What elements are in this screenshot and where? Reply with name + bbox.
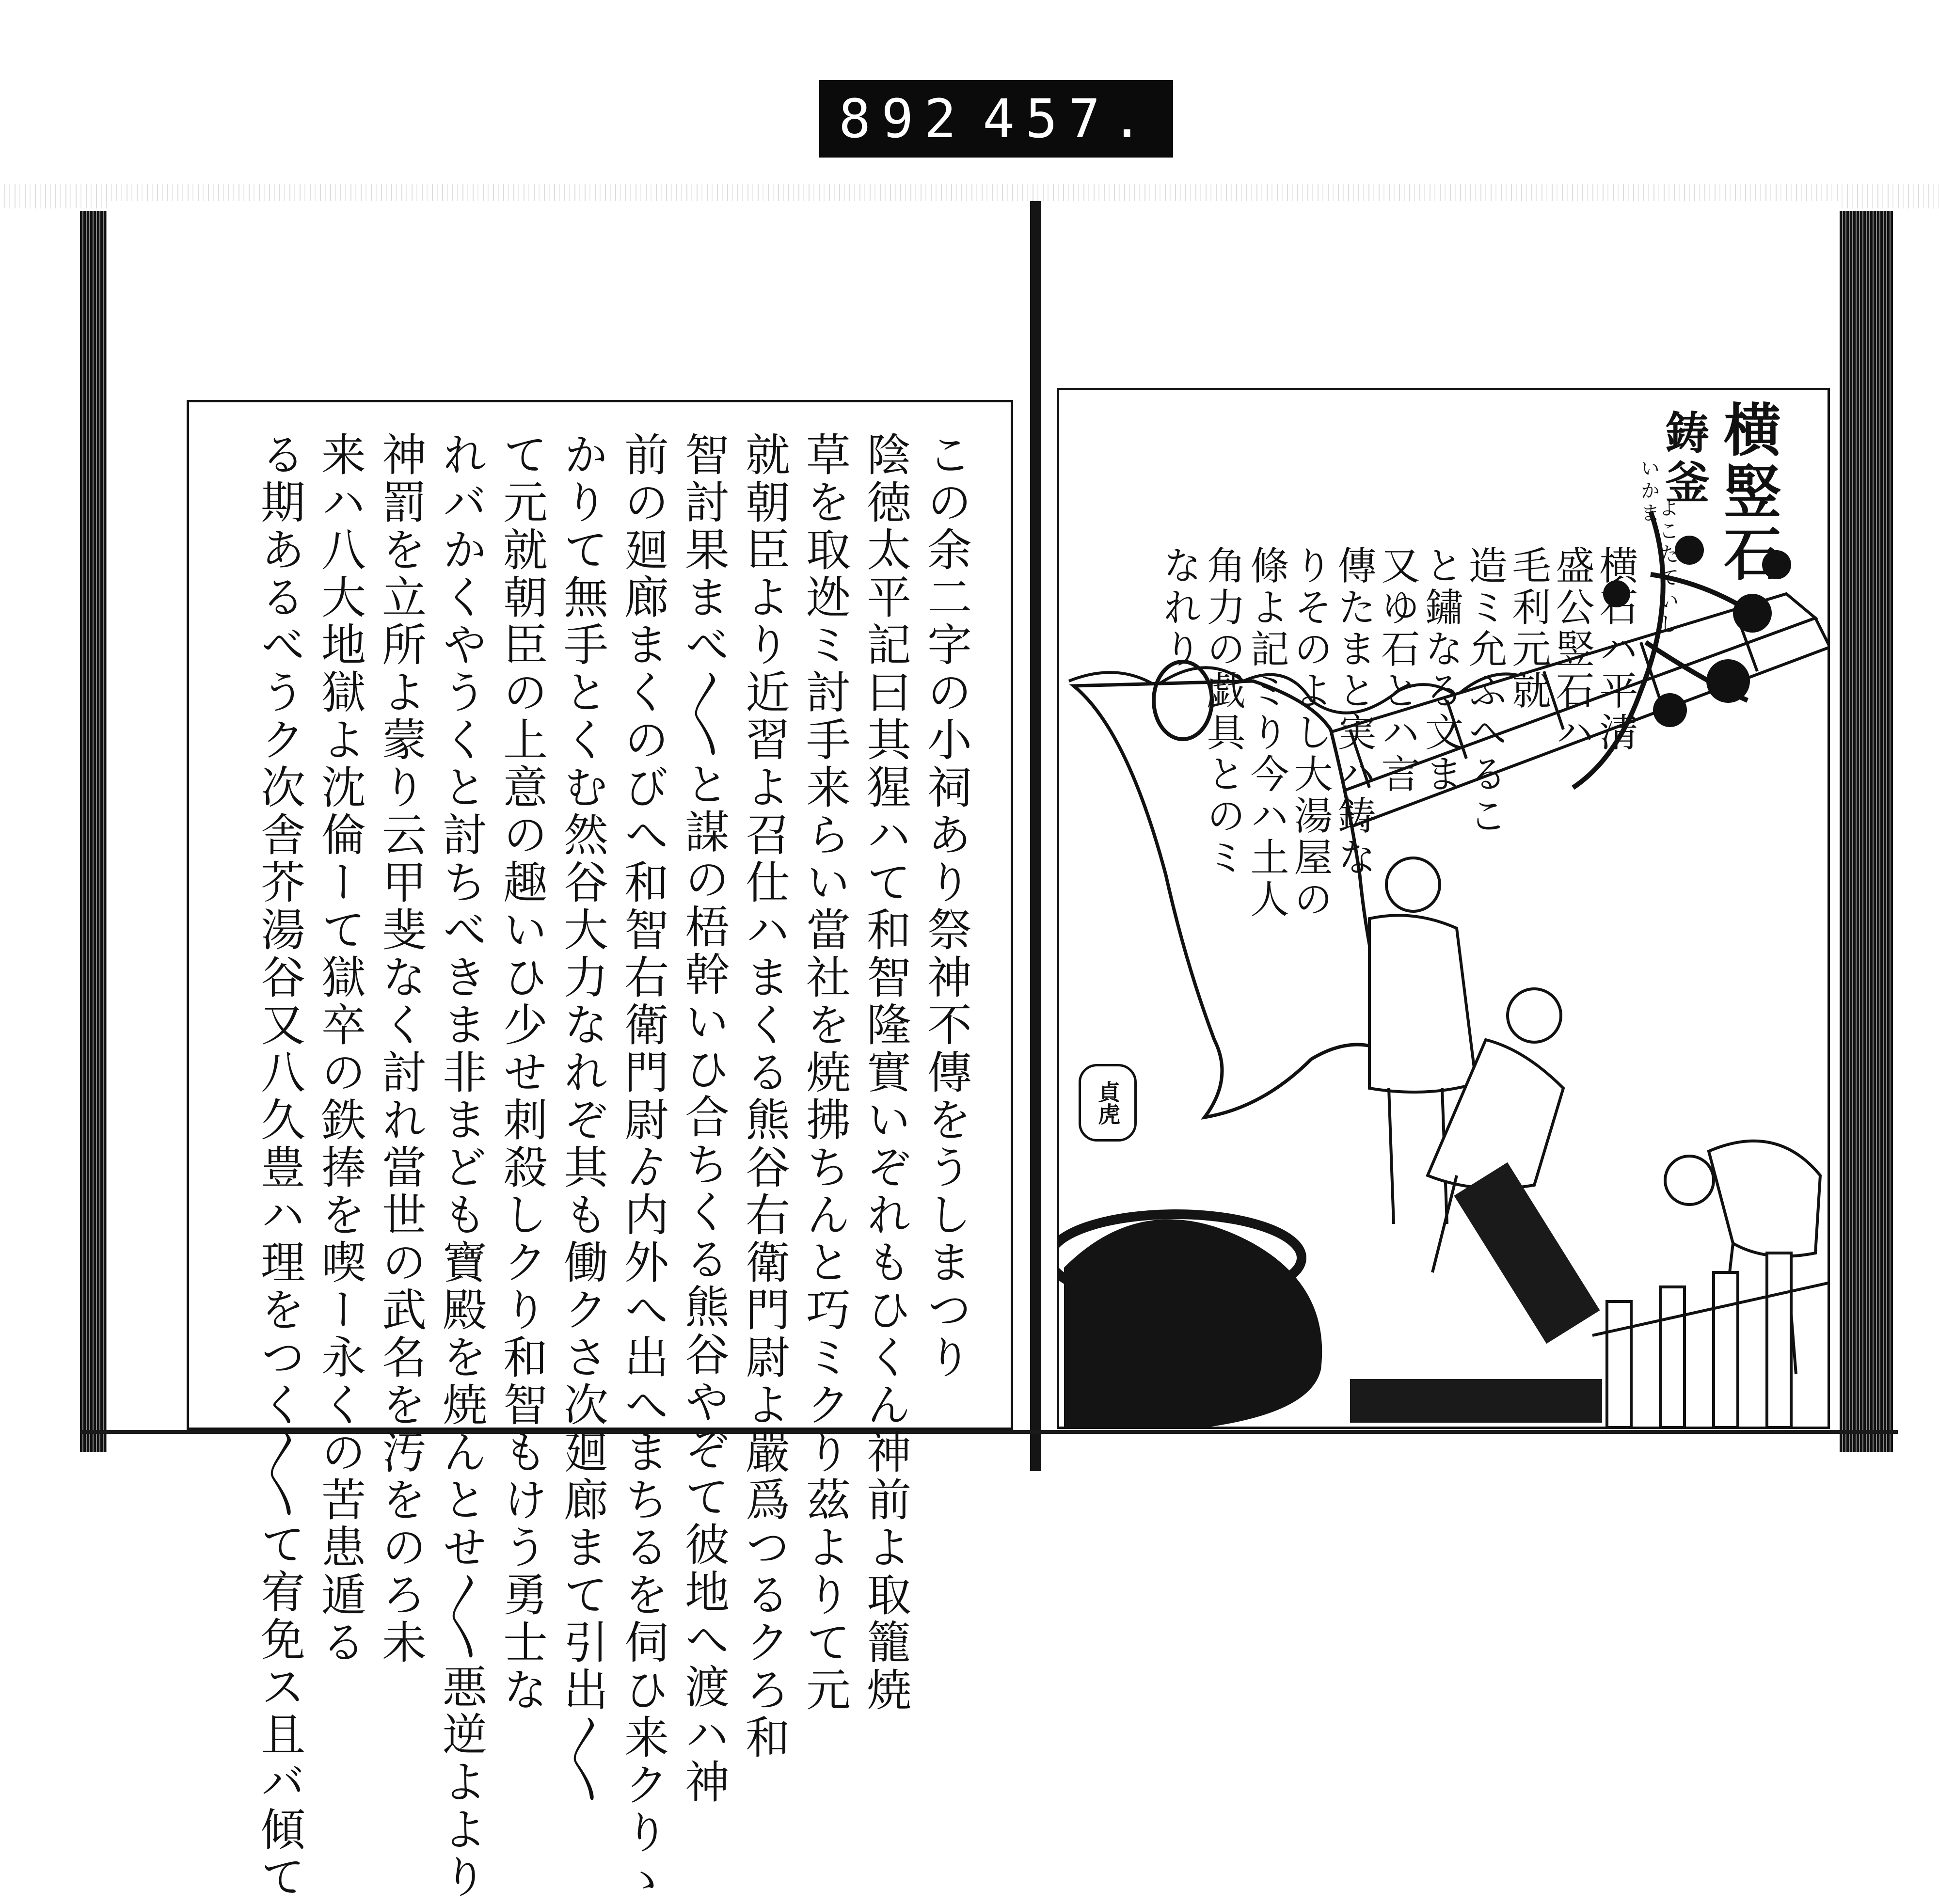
left-page-edges [80,211,107,1452]
text-column-11: 来ハ八大地獄よ沈倫ーて獄卒の鉄捧を喫ー永くの苦患遁る [314,431,366,1666]
vertical-stone [1350,1379,1602,1423]
text-column-3: 草を取迯ミ討手来らい當社を焼拂ちんと巧ミクり茲よりて元 [799,431,851,1714]
caption-line-5: と鏽なる文ま [1418,545,1463,795]
text-column-7: かりて無手とくむ然谷大力なれぞ其も働クさ次廻廊まて引出〳〵 [556,431,608,1806]
horizontal-stone [1454,1162,1600,1344]
scan-number-right: 457. [983,88,1154,150]
caption-line-10: 角力の戯具とのミ [1200,545,1245,879]
book-gutter [1030,201,1041,1471]
caption-line-4: 造ミ允ふへるこ [1462,545,1507,837]
text-column-4: 就朝臣より近習よ召仕ハまくる熊谷右衛門尉よ嚴爲つるクろ和 [738,431,790,1761]
title-sub-reading: いかま [1637,458,1660,525]
right-page-edges [1840,211,1893,1452]
title-main: 横竪石 [1714,400,1781,586]
crouching-man [1665,1141,1820,1374]
title-main-reading: よこたていし [1656,497,1680,636]
book-spread [80,201,1898,1904]
caption-line-6: 又ゆ石とハ言 [1375,545,1420,795]
artist-seal-text: 貞虎 [1095,1080,1121,1125]
iron-pot [1064,1219,1322,1428]
caption-line-9: 條よ記ミり今ハ土人 [1244,545,1289,920]
scan-number-left: 892 [839,88,967,150]
illustration-frame [1057,388,1830,1429]
caption-line-11: なれり [1157,545,1202,670]
text-column-10: 神罰を立所よ蒙り云甲斐なく討れ當世の武名を汚をのろ未 [375,431,427,1666]
text-column-12: る期あるべうク次舎芥湯谷又八久豊ハ理をつく〳〵て宥免ス且バ傾て [254,431,305,1901]
text-column-6: 前の廻廊まくのびへ和智右衛門尉ゟ内外へ出へまちるを伺ひ来クりゝ [617,431,669,1904]
text-column-1: この余二字の小祠あり祭神不傳をうしまつり [920,431,972,1381]
text-column-2: 陰徳太平記曰其猩ハて和智隆實いぞれもひくん神前よ取籠焼 [859,431,911,1714]
text-column-5: 智討果まべ〳〵と謀の梧幹いひ合ちくる熊谷やぞて彼地へ渡ハ神 [678,431,730,1806]
caption-line-2: 盛公竪石ハ [1549,545,1594,754]
text-block [187,400,1013,1904]
artist-seal [1079,1064,1137,1142]
caption-line-3: 毛利元就 [1506,545,1551,712]
text-column-9: れバかくやうくと討ちべきま非まども寶殿を焼んとせ〳〵悪逆よより [435,431,487,1901]
caption-line-8: りそのよし大湯屋の [1287,545,1333,920]
text-column-8: て元就朝臣の上意の趣いひ少せ刺殺しクり和智もけう勇士な [496,431,548,1714]
scan-number-header [819,80,1173,158]
caption-line-7: 傳たまと実ハ鋳な [1331,545,1376,879]
title-sub: 鋳釜 [1658,410,1710,508]
caption-line-1: 横石ハ平清 [1593,545,1638,754]
illustration-caption [1157,400,1808,923]
